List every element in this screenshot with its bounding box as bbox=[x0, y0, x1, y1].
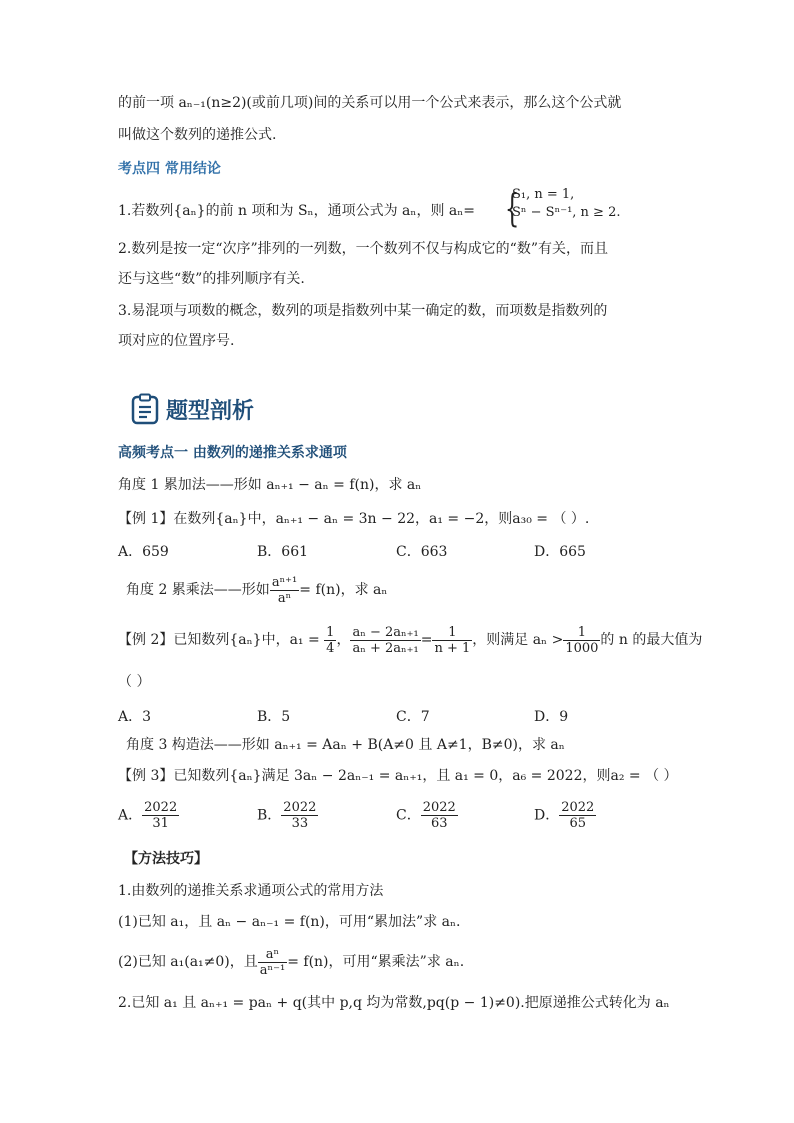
intro-line-1: 的前一项 aₙ₋₁(n≥2)(或前几项)间的关系可以用一个公式来表示，那么这个公式就 bbox=[118, 95, 622, 111]
ex2-fraction-1 bbox=[350, 625, 420, 656]
clipboard-list-icon bbox=[130, 393, 160, 425]
angle-2-den: aⁿ bbox=[277, 590, 292, 606]
ex2-a1-den: 4 bbox=[326, 640, 335, 656]
angle-2-suffix: = f(n)，求 aₙ bbox=[299, 582, 388, 598]
ex2-suffix: 的 n 的最大值为 bbox=[600, 632, 703, 648]
ex3-option-a-label: A． bbox=[118, 807, 143, 824]
method-1-1: (1)已知 a₁，且 aₙ − aₙ₋₁ = f(n)，可用“累加法”求 aₙ. bbox=[118, 914, 461, 930]
ex3-option-c[interactable] bbox=[396, 800, 458, 831]
ex2-mid-1: ， bbox=[336, 632, 351, 648]
conclusion-3-line-2: 项对应的位置序号. bbox=[118, 333, 235, 349]
ex2-f1-num: aₙ − 2aₙ₊₁ bbox=[352, 624, 419, 640]
section-title: 题型剖析 bbox=[166, 399, 255, 424]
ex3-option-b-num: 2022 bbox=[283, 800, 317, 815]
method-1-2-den: aⁿ⁻¹ bbox=[259, 962, 286, 978]
angle-2-prefix: 角度 2 累乘法——形如 bbox=[126, 582, 270, 598]
ex3-option-b-den: 33 bbox=[291, 816, 309, 831]
conclusion-3-line-1: 3.易混项与项数的概念，数列的项是指数列中某一确定的数，而项数是指数列的 bbox=[118, 303, 608, 319]
ex2-equals: = bbox=[420, 632, 433, 648]
ex3-option-b[interactable] bbox=[257, 800, 318, 831]
example-3: 【例 3】已知数列{aₙ}满足 3aₙ − 2aₙ₋₁ = aₙ₊₁，且 a₁ = 0，a₆ = 2022，则a₂ = （ ） bbox=[118, 768, 678, 784]
angle-3: 角度 3 构造法——形如 aₙ₊₁ = Aaₙ + B(A≠0 且 A≠1，B≠0)，求 aₙ bbox=[126, 737, 565, 753]
ex2-option-b[interactable]: B．5 bbox=[257, 709, 291, 725]
conclusion-2-line-1: 2.数列是按一定“次序”排列的一列数，一个数列不仅与构成它的“数”有关，而且 bbox=[118, 241, 608, 257]
angle-2 bbox=[126, 573, 387, 607]
ex3-option-c-label: C． bbox=[396, 807, 421, 824]
ex3-option-d-label: D． bbox=[534, 807, 560, 824]
ex1-option-a[interactable]: A．659 bbox=[118, 544, 169, 560]
intro-line-2: 叫做这个数列的递推公式. bbox=[118, 127, 277, 143]
ex2-f2-den: n + 1 bbox=[434, 640, 471, 656]
ex1-option-d[interactable]: D．665 bbox=[534, 544, 586, 560]
ex3-option-d-den: 65 bbox=[569, 816, 587, 831]
ex3-option-d-num: 2022 bbox=[561, 800, 595, 815]
conclusion-1 bbox=[118, 200, 475, 222]
piecewise-case-2: Sⁿ − Sⁿ⁻¹, n ≥ 2. bbox=[512, 205, 621, 220]
method-title: 【方法技巧】 bbox=[124, 851, 208, 867]
ex3-option-a-fraction bbox=[142, 800, 179, 831]
method-1-2-prefix: (2)已知 a₁(a₁≠0)，且 bbox=[118, 954, 258, 970]
method-1-2-suffix: = f(n)，可用“累乘法”求 aₙ. bbox=[287, 954, 465, 970]
method-1: 1.由数列的递推关系求通项公式的常用方法 bbox=[118, 883, 384, 899]
angle-1: 角度 1 累加法——形如 aₙ₊₁ − aₙ = f(n)，求 aₙ bbox=[118, 477, 422, 493]
method-1-2 bbox=[118, 942, 464, 982]
ex2-a1-fraction bbox=[324, 625, 336, 656]
ex3-option-b-fraction bbox=[281, 800, 318, 831]
gaopin1-title: 高频考点一 由数列的递推关系求通项 bbox=[118, 445, 347, 461]
ex2-f2-num: 1 bbox=[432, 625, 472, 641]
example-1: 【例 1】在数列{aₙ}中，aₙ₊₁ − aₙ = 3n − 22，a₁ = −2，则a₃₀ = （ ）. bbox=[118, 511, 590, 527]
conclusion-2-line-2: 还与这些“数”的排列顺序有关. bbox=[118, 271, 305, 287]
ex1-option-b[interactable]: B．661 bbox=[257, 544, 309, 560]
angle-2-fraction bbox=[270, 575, 299, 606]
method-1-2-fraction bbox=[258, 947, 287, 978]
angle-2-num: aⁿ⁺¹ bbox=[271, 574, 298, 590]
ex3-option-b-label: B． bbox=[257, 807, 282, 824]
ex2-option-d[interactable]: D．9 bbox=[534, 709, 569, 725]
ex2-fraction-2 bbox=[432, 625, 472, 656]
ex2-answer-paren: （ ） bbox=[118, 674, 151, 690]
ex3-option-c-num: 2022 bbox=[422, 800, 456, 815]
method-2: 2.已知 a₁ 且 aₙ₊₁ = paₙ + q(其中 p,q 均为常数,pq(p − 1)≠0).把原递推公式转化为 aₙ bbox=[118, 995, 670, 1011]
method-1-2-num: aⁿ bbox=[258, 947, 287, 963]
ex2-a1-num: 1 bbox=[326, 624, 335, 640]
ex3-option-d-fraction bbox=[559, 800, 596, 831]
ex3-option-a[interactable] bbox=[118, 800, 179, 831]
ex2-fraction-3 bbox=[563, 625, 600, 656]
conclusion-1-text: 1.若数列{aₙ}的前 n 项和为 Sₙ，通项公式为 aₙ，则 aₙ= bbox=[118, 203, 476, 219]
piecewise-brace: { bbox=[504, 186, 520, 230]
ex2-f1-den: aₙ + 2aₙ₊₁ bbox=[352, 640, 419, 656]
ex3-option-d[interactable] bbox=[534, 800, 596, 831]
ex3-option-c-den: 63 bbox=[430, 816, 448, 831]
ex2-mid-2: ，则满足 aₙ > bbox=[472, 632, 564, 648]
ex3-option-a-den: 31 bbox=[152, 816, 169, 831]
piecewise-case-1: S₁, n = 1, bbox=[512, 187, 575, 202]
ex2-option-c[interactable]: C．7 bbox=[396, 709, 430, 725]
kaodian4-title: 考点四 常用结论 bbox=[118, 161, 221, 177]
ex1-option-c[interactable]: C．663 bbox=[396, 544, 448, 560]
ex2-option-a[interactable]: A．3 bbox=[118, 709, 152, 725]
ex2-f3-num: 1 bbox=[563, 625, 600, 641]
ex2-f3-den: 1000 bbox=[565, 640, 599, 656]
ex3-option-a-num: 2022 bbox=[144, 800, 178, 815]
ex2-prefix: 【例 2】已知数列{aₙ}中，a₁ = bbox=[118, 632, 320, 648]
example-2 bbox=[118, 622, 702, 658]
ex3-option-c-fraction bbox=[421, 800, 458, 831]
